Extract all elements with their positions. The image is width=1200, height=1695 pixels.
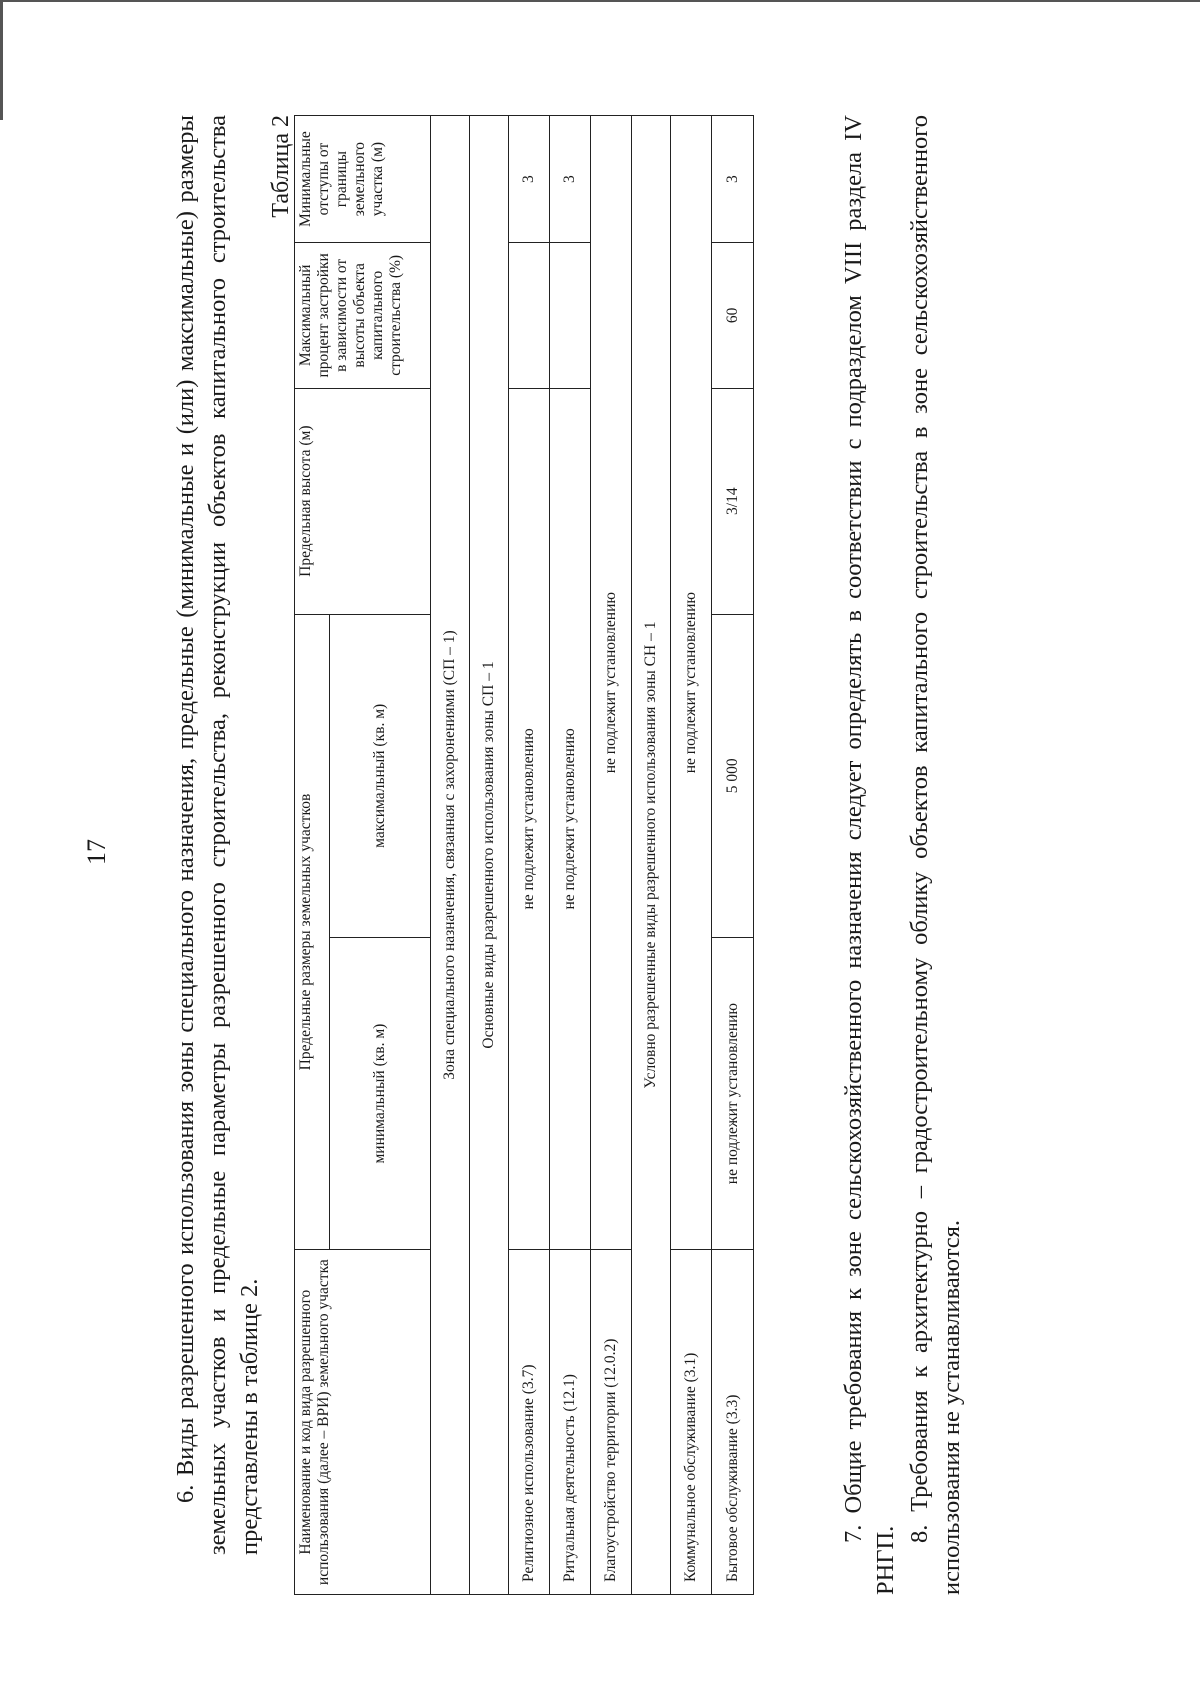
header-min-size: минимальный (кв. м) — [330, 937, 431, 1249]
vri-name-cell: Коммунальное обслуживание (3.1) — [671, 1250, 712, 1595]
merged-value-cell: не подлежит установлению — [550, 388, 591, 1250]
table-row — [509, 116, 550, 1595]
coverage-cell — [550, 243, 591, 388]
header-plot-sizes: Предельные размеры земельных участков — [295, 614, 330, 1250]
merged-value-cell: не подлежит установлению — [509, 388, 550, 1250]
header-max-height: Предельная высота (м) — [295, 388, 431, 614]
min-size-cell: не подлежит установлению — [712, 937, 754, 1249]
zone-title-row — [431, 116, 470, 1595]
table-row — [550, 116, 591, 1595]
main-uses-section-row — [470, 116, 509, 1595]
max-size-cell: 5 000 — [712, 614, 754, 937]
paragraph-7: 7. Общие требования к зоне сельскохозяйственного назначения следует определять в соответствии с подразделом VIII раздела IV РНГП. — [840, 115, 899, 1595]
table-caption: Таблица 2 — [268, 115, 294, 218]
vri-name-cell: Бытовое обслуживание (3.3) — [712, 1250, 754, 1595]
intro-paragraph: 6. Виды разрешенного использования зоны специального назначения, предельные (минимальные и (или) максимальные) размеры земельных участков и предельные параметры разрешенного строительства, реконструкции объектов капитального строительства представлены в таблице 2. — [172, 115, 263, 1555]
main-uses-section-cell: Основные виды разрешенного использования зоны СП – 1 — [470, 116, 509, 1595]
setback-cell: 3 — [550, 116, 591, 243]
header-max-size: максимальный (кв. м) — [330, 614, 431, 937]
vri-name-cell: Религиозное использование (3.7) — [509, 1250, 550, 1595]
height-cell: 3/14 — [712, 388, 754, 614]
page-number: 17 — [82, 839, 111, 865]
table-row — [671, 116, 712, 1595]
conditional-uses-section-row — [632, 116, 671, 1595]
merged-value-cell: не подлежит установлению — [671, 116, 712, 1250]
scan-edge-mark — [0, 0, 3, 120]
merged-value-cell: не подлежит установлению — [591, 116, 632, 1250]
scan-edge-mark — [0, 0, 1200, 2]
zone-parameters-table — [294, 115, 754, 1595]
table-header-row — [295, 116, 330, 1595]
header-min-setback: Минимальные отступы от границы земельного участка (м) — [295, 116, 431, 243]
header-max-coverage: Максимальный процент застройки в зависимости от высоты объекта капитального строительства (%) — [295, 243, 431, 388]
table-row — [591, 116, 632, 1595]
coverage-cell — [509, 243, 550, 388]
table-row — [712, 116, 754, 1595]
paragraph-8: 8. Требования к архитектурно – градостроительному облику объектов капитального строительства в зоне сельскохозяйственного использования не устанавливаются. — [906, 115, 965, 1595]
vri-name-cell: Благоустройство территории (12.0.2) — [591, 1250, 632, 1595]
conditional-uses-section-cell: Условно разрешенные виды разрешенного использования зоны СН – 1 — [632, 116, 671, 1595]
setback-cell: 3 — [712, 116, 754, 243]
setback-cell: 3 — [509, 116, 550, 243]
coverage-cell: 60 — [712, 243, 754, 388]
header-vri-name: Наименование и код вида разрешенного использования (далее – ВРИ) земельного участка — [295, 1250, 431, 1595]
zone-title-cell: Зона специального назначения, связанная с захоронениями (СП – 1) — [431, 116, 470, 1595]
vri-name-cell: Ритуальная деятельность (12.1) — [550, 1250, 591, 1595]
